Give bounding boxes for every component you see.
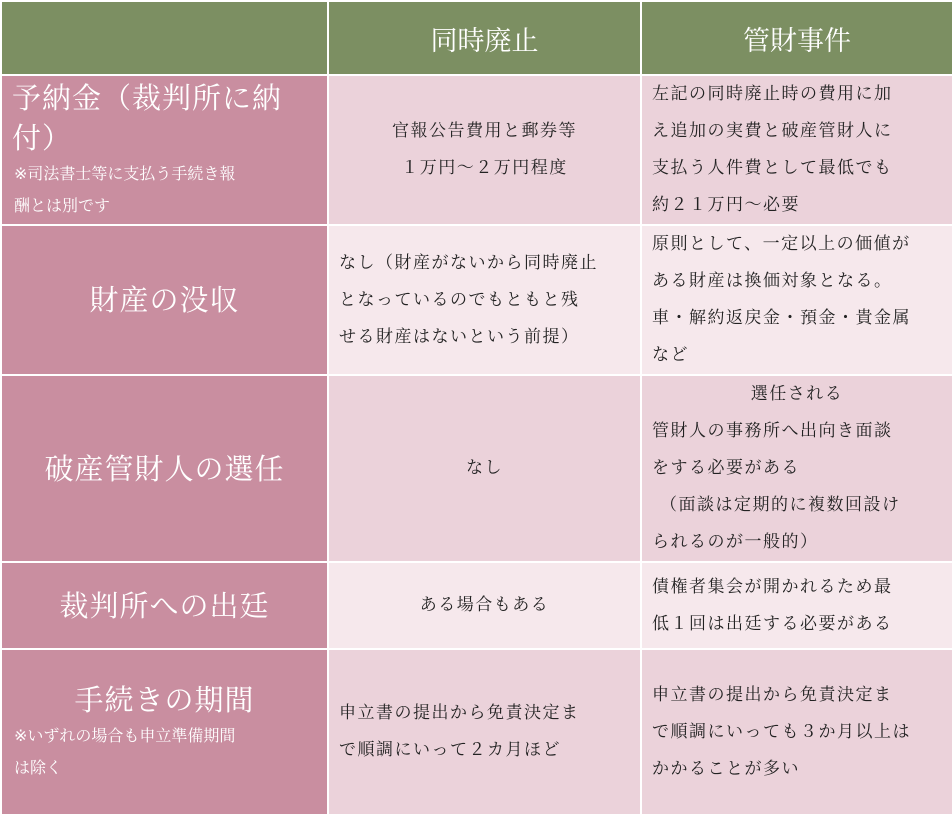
cell-line: かかることが多い [652,758,800,779]
row-label: 裁判所への出廷 [59,588,270,623]
row-header-court-appearance [1,562,328,649]
cell-line: 管財人の事務所へ出向き面談 [652,421,893,441]
cell-line: 申立書の提出から免責決定ま [339,703,580,723]
cell-simultaneous-court-appearance [328,562,641,649]
header-corner [1,1,328,75]
cell-bankruptcy-trustee [641,375,952,562]
cell-simultaneous-confiscation [328,225,641,375]
cell-line: ある場合もある [419,595,550,615]
row-header-duration [1,649,328,815]
row-note-line: ※いずれの場合も申立準備期間 [14,726,236,745]
row-note [2,158,327,222]
cell-line: られるのが一般的） [652,532,819,552]
cell-line: 車・解約返戻金・預金・貴金属 [652,308,911,328]
cell-line: 左記の同時廃止時の費用に加 [652,84,893,104]
cell-simultaneous-trustee [328,375,641,562]
row-note-line: ※司法書士等に支払う手続き報 [14,164,236,183]
cell-line: ある財産は換価対象となる。 [652,271,893,291]
row-label: 予納金（裁判所に納付） [12,81,283,155]
header-row [1,1,952,75]
cell-line: 約２１万円～必要 [652,195,800,215]
cell-bankruptcy-deposit [641,75,952,225]
cell-bankruptcy-duration [641,649,952,815]
table-row-trustee [1,375,952,562]
cell-line: なし（財産がないから同時廃止 [339,252,598,273]
row-label: 財産の没収 [89,283,240,317]
cell-line: 原則として、一定以上の価値が [652,234,911,254]
cell-line: なし [466,458,503,478]
cell-line: 支払う人件費として最低でも [652,158,893,178]
row-note-line: 酬とは別です [14,196,111,215]
cell-line: １万円～２万円程度 [401,158,568,178]
cell-line: 低１回は出廷する必要がある [652,613,893,634]
table-row-deposit [1,75,952,225]
header-simultaneous-abolition: 同時廃止 [328,1,641,75]
row-label: 破産管財人の選任 [44,451,285,486]
cell-simultaneous-deposit [328,75,641,225]
cell-line: 債権者集会が開かれるため最 [652,576,893,597]
table-row-duration [1,649,952,815]
cell-line: で順調にいって２カ月ほど [339,740,561,760]
row-label: 手続きの期間 [74,683,255,717]
cell-line: （面談は定期的に複数回設け [660,495,901,515]
cell-line: 申立書の提出から免責決定ま [652,684,893,705]
cell-line: など [652,345,689,365]
cell-line: せる財産はないという前提） [339,326,580,347]
cell-simultaneous-duration [328,649,641,815]
table-row-court-appearance [1,562,952,649]
table-row-confiscation [1,225,952,375]
cell-bankruptcy-court-appearance [641,562,952,649]
cell-line: をする必要がある [652,458,800,478]
cell-line: え追加の実費と破産管財人に [652,121,893,141]
cell-line: 官報公告費用と郵券等 [392,121,577,141]
header-bankruptcy-trustee-case: 管財事件 [641,1,952,75]
row-note-line: は除く [14,758,63,777]
cell-bankruptcy-confiscation [641,225,952,375]
row-header-trustee [1,375,328,562]
row-header-confiscation [1,225,328,375]
cell-line: 選任される [750,384,844,404]
row-note [2,720,327,784]
row-header-deposit [1,75,328,225]
cell-line: で順調にいっても３か月以上は [652,721,911,742]
cell-line: となっているのでもともと残 [339,289,580,310]
